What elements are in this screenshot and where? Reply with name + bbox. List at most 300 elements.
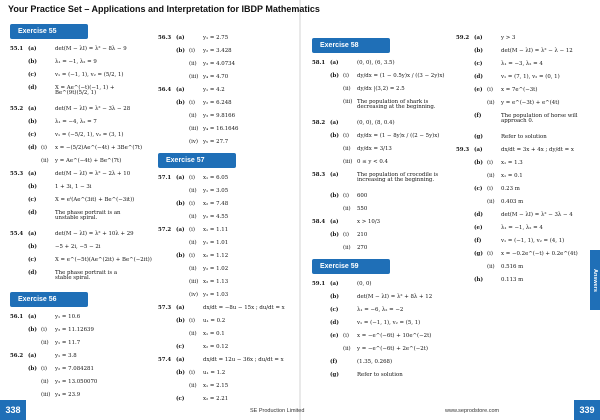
answer-text: y₄ = 16.1646 bbox=[203, 126, 239, 132]
part-label: (c) bbox=[474, 186, 483, 192]
answer-line bbox=[10, 185, 135, 191]
column-3 bbox=[312, 36, 447, 386]
publisher-text: SE Production Limited bbox=[250, 408, 305, 414]
part-label: (b) bbox=[330, 232, 339, 238]
answer-text: λ₁ = −4, λ₂ = 7 bbox=[55, 119, 97, 125]
subpart-label: (ii) bbox=[189, 214, 197, 220]
ex55-answers bbox=[10, 46, 152, 285]
part-label: (g) bbox=[474, 251, 483, 257]
question-number: 55.3 bbox=[10, 171, 24, 177]
answer-text: dy/dx = 3/13 bbox=[357, 146, 392, 152]
question-number: 57.1 bbox=[158, 175, 172, 181]
subpart-label: (ii) bbox=[343, 146, 351, 152]
answer-text: det(M − λI) = λ² − 3λ − 4 bbox=[501, 212, 573, 218]
answer-line bbox=[10, 257, 152, 264]
answer-line bbox=[158, 267, 288, 273]
part-label: (b) bbox=[474, 160, 483, 166]
subpart-label: (ii) bbox=[189, 61, 197, 67]
question-number: 59.1 bbox=[312, 281, 326, 287]
part-label: (a) bbox=[330, 172, 339, 178]
website-text: www.seprodstore.com bbox=[445, 408, 500, 414]
part-label: (a) bbox=[28, 353, 37, 359]
subpart-label: (ii) bbox=[189, 383, 197, 389]
answer-line bbox=[158, 358, 288, 364]
answer-text: The population of crocodile is increasing at the beginning. bbox=[357, 172, 439, 184]
answer-line bbox=[456, 161, 586, 167]
subpart-label: (ii) bbox=[189, 113, 197, 119]
answer-text: 0.113 m bbox=[501, 277, 524, 283]
part-label: (b) bbox=[176, 318, 185, 324]
question-number: 59.3 bbox=[456, 147, 470, 153]
answer-text: y₃ = 13.050070 bbox=[55, 379, 98, 385]
answer-line bbox=[456, 187, 586, 193]
answer-text: x₁ = 6.05 bbox=[203, 175, 229, 181]
answer-line bbox=[312, 61, 447, 67]
part-label: (b) bbox=[176, 201, 185, 207]
answer-text: x₁ = 2.15 bbox=[203, 383, 229, 389]
subpart-label: (i) bbox=[487, 160, 493, 166]
part-label: (a) bbox=[176, 227, 185, 233]
answer-text: y₂ = 3.428 bbox=[203, 48, 232, 54]
answer-text: x₂ = 1.12 bbox=[203, 253, 229, 259]
question-number: 57.4 bbox=[158, 357, 172, 363]
part-label: (f) bbox=[330, 359, 338, 365]
answer-text: y₂ = 7.084281 bbox=[55, 366, 94, 372]
answer-line bbox=[312, 220, 447, 226]
subpart-label: (ii) bbox=[343, 86, 351, 92]
question-number: 57.3 bbox=[158, 305, 172, 311]
answer-line bbox=[10, 73, 135, 79]
column-2 bbox=[158, 36, 288, 410]
exercise-heading: Exercise 58 bbox=[312, 38, 390, 53]
answer-line bbox=[10, 393, 135, 399]
answer-text: 0 ≤ y < 0.4 bbox=[357, 159, 388, 165]
answer-text: λ₁ = −1, λ₂ = 9 bbox=[55, 59, 97, 65]
answer-line bbox=[10, 133, 135, 139]
question-number: 58.2 bbox=[312, 120, 326, 126]
part-label: (c) bbox=[474, 61, 483, 67]
subpart-label: (ii) bbox=[189, 240, 197, 246]
subpart-label: (ii) bbox=[487, 173, 495, 179]
answer-text: x₁ = 1.11 bbox=[203, 227, 229, 233]
answer-line bbox=[158, 397, 288, 403]
answer-text: The phase portrait is an unstable spiral. bbox=[55, 210, 121, 222]
answer-text: v₁ = (−1, 1), v₂ = (5, 1) bbox=[357, 320, 421, 326]
answer-line bbox=[456, 148, 586, 154]
part-label: (f) bbox=[474, 238, 482, 244]
ex58-answers bbox=[312, 61, 447, 252]
answer-text: Refer to solution bbox=[357, 372, 403, 378]
answer-text: y₄ = 4.70 bbox=[203, 74, 229, 80]
answer-line bbox=[312, 87, 447, 93]
answer-text: x₂ = 2.21 bbox=[203, 396, 229, 402]
part-label: (a) bbox=[28, 171, 37, 177]
answer-text: det(M − λI) = λ² − 3λ − 28 bbox=[55, 106, 131, 112]
exercise-heading: Exercise 55 bbox=[10, 24, 88, 39]
answer-line bbox=[158, 293, 288, 299]
answer-text: u₁ = 1.2 bbox=[203, 370, 226, 376]
subpart-label: (ii) bbox=[41, 158, 49, 164]
answer-text: 600 bbox=[357, 193, 368, 199]
answer-text: y₁ = 3.8 bbox=[55, 353, 77, 359]
answer-text: −5 + 2i, −5 − 2i bbox=[55, 244, 101, 250]
answer-line bbox=[10, 47, 135, 53]
answer-text: det(M − λI) = λ² + 10λ + 29 bbox=[55, 231, 134, 237]
part-label: (c) bbox=[28, 197, 37, 203]
answer-line bbox=[158, 306, 288, 312]
answer-line bbox=[10, 86, 135, 100]
part-label: (b) bbox=[330, 73, 339, 79]
answer-text: 0.23 m bbox=[501, 186, 520, 192]
question-number: 56.2 bbox=[10, 353, 24, 359]
subpart-label: (ii) bbox=[487, 100, 495, 106]
answer-text: det(M − λI) = λ² + 8λ + 12 bbox=[357, 294, 433, 300]
subpart-label: (ii) bbox=[41, 379, 49, 385]
answer-line bbox=[456, 265, 586, 271]
part-label: (c) bbox=[176, 344, 185, 350]
left-page-number: 338 bbox=[0, 400, 26, 420]
ex59-continued-answers bbox=[456, 36, 586, 284]
part-label: (b) bbox=[474, 48, 483, 54]
part-label: (b) bbox=[28, 244, 37, 250]
answer-line bbox=[10, 211, 135, 225]
answer-line bbox=[10, 315, 135, 321]
answer-line bbox=[158, 140, 288, 146]
answer-text: y₁ = 2.75 bbox=[203, 35, 229, 41]
part-label: (b) bbox=[176, 370, 185, 376]
answers-side-tab[interactable]: Answers bbox=[590, 250, 600, 310]
answer-text: dx/dt = −8u − 15x ; du/dt = x bbox=[203, 305, 285, 311]
part-label: (d) bbox=[28, 270, 37, 276]
answer-text: x₂ = 0.12 bbox=[203, 344, 229, 350]
part-label: (a) bbox=[28, 106, 37, 112]
question-number: 58.4 bbox=[312, 219, 326, 225]
answer-text: v₁ = (7, 1), v₂ = (0, 1) bbox=[501, 74, 560, 80]
answer-text: y₁ = 10.6 bbox=[55, 314, 81, 320]
part-label: (a) bbox=[330, 60, 339, 66]
answer-line bbox=[158, 241, 288, 247]
subpart-label: (iii) bbox=[189, 126, 199, 132]
subpart-label: (i) bbox=[487, 251, 493, 257]
part-label: (d) bbox=[28, 85, 37, 91]
answer-text: λ₁ = −6, λ₂ = −2 bbox=[357, 307, 404, 313]
part-label: (b) bbox=[28, 366, 37, 372]
subpart-label: (i) bbox=[343, 133, 349, 139]
question-number: 56.3 bbox=[158, 35, 172, 41]
answer-text: 1 + 3i, 1 − 3i bbox=[55, 184, 92, 190]
answer-line bbox=[10, 271, 135, 285]
answer-text: X = e^(−5t)(Ae^(2it) + Be^(−2it)) bbox=[55, 257, 152, 263]
answer-line bbox=[10, 159, 135, 165]
part-label: (b) bbox=[176, 48, 185, 54]
part-label: (a) bbox=[474, 147, 483, 153]
answer-text: x > 10/3 bbox=[357, 219, 381, 225]
answer-line bbox=[312, 74, 447, 80]
subpart-label: (i) bbox=[189, 175, 195, 181]
answer-line bbox=[158, 176, 288, 182]
answer-line bbox=[158, 254, 288, 260]
part-label: (b) bbox=[176, 100, 185, 106]
subpart-label: (i) bbox=[189, 318, 195, 324]
answer-text: (0, 0), (8, 0.4) bbox=[357, 120, 395, 126]
answer-text: Refer to solution bbox=[501, 134, 547, 140]
subpart-label: (iv) bbox=[189, 139, 198, 145]
column-4 bbox=[456, 36, 586, 291]
part-label: (a) bbox=[330, 120, 339, 126]
answer-text: y₃ = 9.8166 bbox=[203, 113, 236, 119]
answer-line bbox=[456, 101, 586, 107]
part-label: (d) bbox=[28, 210, 37, 216]
part-label: (b) bbox=[28, 59, 37, 65]
answer-text: y > 3 bbox=[501, 35, 516, 41]
part-label: (d) bbox=[28, 145, 37, 151]
subpart-label: (iv) bbox=[189, 292, 198, 298]
answer-text: y₁ = 11.7 bbox=[55, 340, 81, 346]
answer-line bbox=[456, 174, 586, 180]
subpart-label: (ii) bbox=[343, 245, 351, 251]
answer-line bbox=[312, 207, 447, 213]
answer-line bbox=[158, 62, 288, 68]
subpart-label: (ii) bbox=[189, 188, 197, 194]
answer-line bbox=[10, 328, 135, 334]
answer-text: y₃ = 4.0734 bbox=[203, 61, 236, 67]
subpart-label: (i) bbox=[487, 87, 493, 93]
answer-line bbox=[312, 282, 447, 288]
answer-line bbox=[158, 114, 288, 120]
question-number: 57.2 bbox=[158, 227, 172, 233]
part-label: (h) bbox=[474, 277, 484, 283]
answer-line bbox=[312, 233, 447, 239]
answer-text: x₁ = 1.3 bbox=[501, 160, 523, 166]
part-label: (a) bbox=[330, 281, 339, 287]
answer-line bbox=[158, 384, 288, 390]
ex59-answers bbox=[312, 282, 447, 379]
answer-text: y₁ = 3.05 bbox=[203, 188, 229, 194]
answer-line bbox=[10, 245, 135, 251]
answer-line bbox=[456, 226, 586, 232]
answer-line bbox=[158, 202, 288, 208]
part-label: (a) bbox=[28, 314, 37, 320]
subpart-label: (ii) bbox=[487, 199, 495, 205]
answer-line bbox=[158, 345, 288, 351]
answer-text: The phase portrait is a stable spiral. bbox=[55, 270, 118, 282]
answer-text: y₂ = 6.248 bbox=[203, 100, 232, 106]
answer-text: λ₁ = −3, λ₂ = 4 bbox=[501, 61, 543, 67]
part-label: (b) bbox=[330, 294, 339, 300]
answer-line bbox=[456, 49, 586, 55]
part-label: (c) bbox=[28, 72, 37, 78]
part-label: (a) bbox=[474, 35, 483, 41]
answer-line bbox=[158, 228, 288, 234]
ex56-continued-answers bbox=[158, 36, 288, 146]
part-label: (a) bbox=[330, 219, 339, 225]
answer-text: x₁ = 0.1 bbox=[501, 173, 523, 179]
part-label: (d) bbox=[330, 320, 339, 326]
subpart-label: (i) bbox=[189, 100, 195, 106]
answer-text: x₃ = 1.13 bbox=[203, 279, 229, 285]
part-label: (c) bbox=[330, 307, 339, 313]
answer-text: dy/dx = (1 − 8y)x / ((2 − 5y)x) bbox=[357, 133, 440, 139]
part-label: (a) bbox=[28, 46, 37, 52]
subpart-label: (i) bbox=[343, 73, 349, 79]
answer-text: y = e^(−3t) + e^(4t) bbox=[501, 100, 560, 106]
exercise-heading: Exercise 59 bbox=[312, 259, 390, 274]
answer-text: dx/dt = 3x + 4x ; dy/dt = x bbox=[501, 147, 574, 153]
answer-line bbox=[10, 172, 135, 178]
subpart-label: (i) bbox=[343, 232, 349, 238]
subpart-label: (i) bbox=[41, 145, 47, 151]
part-label: (e) bbox=[330, 333, 339, 339]
answer-text: 210 bbox=[357, 232, 368, 238]
exercise-heading: Exercise 56 bbox=[10, 292, 88, 307]
answer-text: x₂ = 7.48 bbox=[203, 201, 229, 207]
part-label: (g) bbox=[330, 372, 339, 378]
answer-line bbox=[312, 321, 447, 327]
question-number: 55.2 bbox=[10, 106, 24, 112]
part-label: (d) bbox=[474, 74, 483, 80]
answer-text: det(M − λI) = λ² − λ − 12 bbox=[501, 48, 573, 54]
answer-text: v₁ = (−5/2, 1), v₂ = (3, 1) bbox=[55, 132, 124, 138]
question-number: 55.1 bbox=[10, 46, 24, 52]
subpart-label: (i) bbox=[189, 201, 195, 207]
answer-line bbox=[312, 334, 447, 340]
answer-text: x = 7e^(−3t) bbox=[501, 87, 538, 93]
answer-line bbox=[456, 252, 586, 258]
answer-line bbox=[312, 308, 447, 314]
question-number: 56.1 bbox=[10, 314, 24, 320]
answer-line bbox=[456, 88, 586, 94]
answer-line bbox=[158, 88, 288, 94]
subpart-label: (iii) bbox=[189, 279, 199, 285]
answer-text: x = −0.2e^(−t) + 0.2e^(4t) bbox=[501, 251, 578, 257]
part-label: (a) bbox=[176, 87, 185, 93]
part-label: (b) bbox=[330, 193, 339, 199]
exercise-heading: Exercise 57 bbox=[158, 153, 236, 168]
part-label: (c) bbox=[176, 396, 185, 402]
subpart-label: (i) bbox=[41, 327, 47, 333]
answer-text: 0.516 m bbox=[501, 264, 524, 270]
part-label: (b) bbox=[28, 327, 37, 333]
part-label: (e) bbox=[474, 225, 483, 231]
answer-line bbox=[10, 380, 135, 386]
answer-line bbox=[312, 194, 447, 200]
part-label: (b) bbox=[28, 184, 37, 190]
answer-text: det(M − λI) = λ² − 8λ − 9 bbox=[55, 46, 127, 52]
subpart-label: (iii) bbox=[343, 159, 353, 165]
ex57-answers bbox=[158, 176, 288, 403]
right-page-number: 339 bbox=[574, 400, 600, 420]
part-label: (f) bbox=[474, 113, 482, 119]
answer-line bbox=[312, 160, 447, 166]
answer-text: y₅ = 27.7 bbox=[203, 139, 229, 145]
subpart-label: (ii) bbox=[343, 206, 351, 212]
part-label: (d) bbox=[474, 212, 483, 218]
answer-text: 0.403 m bbox=[501, 199, 524, 205]
part-label: (c) bbox=[28, 257, 37, 263]
answer-line bbox=[158, 36, 288, 42]
part-label: (a) bbox=[176, 35, 185, 41]
answer-text: (0, 0), (6, 3.5) bbox=[357, 60, 395, 66]
answer-text: x = −(5/2)Ae^(−4t) + 3Be^(7t) bbox=[55, 145, 143, 151]
subpart-label: (ii) bbox=[487, 264, 495, 270]
subpart-label: (i) bbox=[189, 48, 195, 54]
subpart-label: (ii) bbox=[343, 346, 351, 352]
answer-line bbox=[158, 280, 288, 286]
subpart-label: (i) bbox=[189, 370, 195, 376]
answer-line bbox=[312, 134, 447, 140]
subpart-label: (i) bbox=[189, 227, 195, 233]
question-number: 58.1 bbox=[312, 60, 326, 66]
answer-line bbox=[456, 114, 586, 128]
answer-line bbox=[456, 200, 586, 206]
answer-line bbox=[312, 121, 447, 127]
answer-text: y₃ = 11.12639 bbox=[55, 327, 94, 333]
answer-text: y₃ = 1.03 bbox=[203, 292, 229, 298]
answer-text: x₁ = 0.1 bbox=[203, 331, 225, 337]
answer-text: X = Ae^(−t)(−1, 1) + Be^(9t)(5/2, 1) bbox=[55, 85, 115, 97]
answer-line bbox=[10, 354, 135, 360]
subpart-label: (iii) bbox=[189, 74, 199, 80]
answer-line bbox=[312, 373, 447, 379]
answer-line bbox=[10, 60, 135, 66]
answer-line bbox=[312, 360, 447, 366]
answer-text: λ₁ = −1, λ₂ = 4 bbox=[501, 225, 543, 231]
subpart-label: (ii) bbox=[189, 266, 197, 272]
part-label: (b) bbox=[176, 253, 185, 259]
answer-line bbox=[158, 49, 288, 55]
answer-text: (1.35, 0.268) bbox=[357, 359, 393, 365]
page-title: Your Practice Set – Applications and Interpretation for IBDP Mathematics bbox=[8, 4, 320, 14]
answer-line bbox=[312, 347, 447, 353]
part-label: (g) bbox=[474, 134, 483, 140]
answer-line bbox=[158, 127, 288, 133]
answer-line bbox=[10, 145, 143, 152]
answer-line bbox=[158, 215, 288, 221]
answer-line bbox=[158, 371, 288, 377]
part-label: (c) bbox=[28, 132, 37, 138]
answer-text: det(M − λI) = λ² − 2λ + 10 bbox=[55, 171, 131, 177]
answer-line bbox=[158, 101, 288, 107]
answer-line bbox=[312, 246, 447, 252]
part-label: (a) bbox=[28, 231, 37, 237]
part-label: (b) bbox=[330, 133, 339, 139]
answer-line bbox=[10, 120, 135, 126]
answer-line bbox=[312, 295, 447, 301]
answer-text: y = −e^(−6t) + 2e^(−2t) bbox=[357, 346, 428, 352]
answer-text: The population of horse will approach 0. bbox=[501, 113, 578, 125]
answer-text: v₁ = (−1, 1), v₂ = (5/2, 1) bbox=[55, 72, 124, 78]
answer-line bbox=[10, 341, 135, 347]
answer-text: y = Ae^(−4t) + Be^(7t) bbox=[55, 158, 122, 164]
answer-line bbox=[10, 232, 135, 238]
answer-line bbox=[456, 135, 586, 141]
answer-line bbox=[312, 173, 447, 187]
question-number: 56.4 bbox=[158, 87, 172, 93]
subpart-label: (i) bbox=[343, 333, 349, 339]
answer-line bbox=[456, 62, 586, 68]
subpart-label: (i) bbox=[189, 253, 195, 259]
answer-line bbox=[158, 319, 288, 325]
answer-text: X = eᵗ(Ae^(3it) + Be^(−3it)) bbox=[55, 197, 135, 203]
part-label: (b) bbox=[28, 119, 37, 125]
part-label: (e) bbox=[474, 87, 483, 93]
answer-text: 270 bbox=[357, 245, 368, 251]
question-number: 59.2 bbox=[456, 35, 470, 41]
subpart-label: (iii) bbox=[343, 99, 353, 105]
subpart-label: (i) bbox=[41, 366, 47, 372]
answer-text: u₁ = 0.2 bbox=[203, 318, 226, 324]
part-label: (a) bbox=[176, 357, 185, 363]
